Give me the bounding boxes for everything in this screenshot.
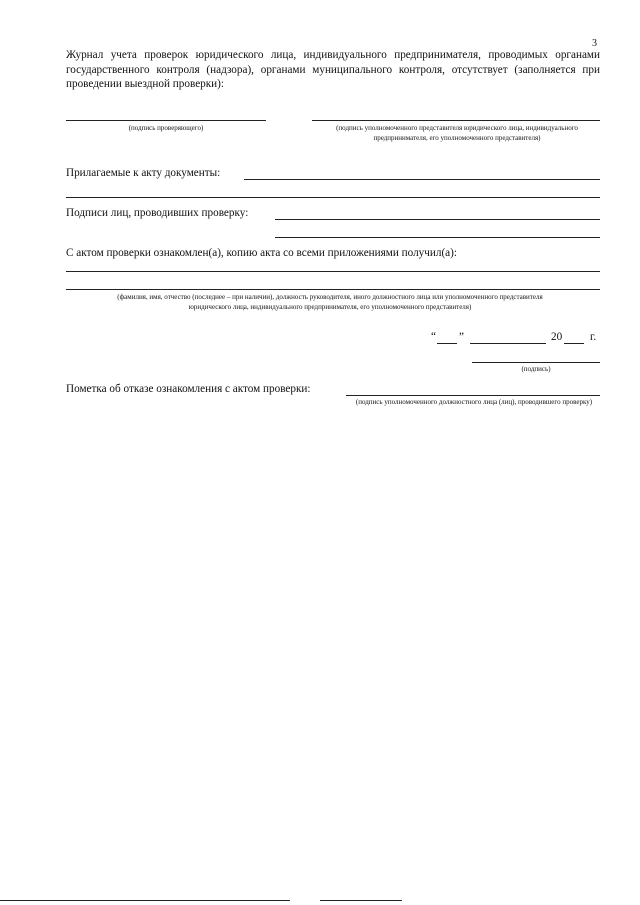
- official-signature-caption: (подпись уполномоченного должностного лица (лиц), проводившего проверку): [355, 398, 593, 406]
- inspectors-signatures-line-2[interactable]: [275, 237, 600, 238]
- acquainted-label: С актом проверки ознакомлен(а), копию акта со всеми приложениями получил(а):: [66, 247, 457, 259]
- representative-signature-caption: (подпись уполномоченного представителя юридического лица, индивидуального предпринимателя, его уполномоченного представителя): [336, 124, 578, 142]
- refusal-note-label: Пометка об отказе ознакомления с актом проверки:: [66, 383, 311, 395]
- date-close-quote: ”: [459, 331, 464, 343]
- attached-documents-line-2[interactable]: [66, 197, 600, 198]
- date-year-line[interactable]: [564, 343, 584, 344]
- bottom-edge-line-left: [0, 900, 290, 901]
- refusal-note-line[interactable]: [346, 395, 600, 396]
- page-number: 3: [592, 38, 597, 49]
- bottom-edge-line-right: [320, 900, 402, 901]
- inspectors-signatures-label: Подписи лиц, проводивших проверку:: [66, 207, 249, 219]
- inspector-signature-caption: (подпись проверяющего): [128, 124, 204, 132]
- signature-caption: (подпись): [521, 365, 551, 373]
- date-day-line[interactable]: [437, 343, 457, 344]
- journal-paragraph: Журнал учета проверок юридического лица, индивидуального предпринимателя, проводимых органами государственного контроля (надзора), органами муниципального контроля, отсутствует (заполняется при проведении выездной проверки):: [66, 49, 600, 90]
- inspector-signature-line[interactable]: [66, 120, 266, 121]
- fio-caption: (фамилия, имя, отчество (последнее – при наличии), должность руководителя, иного должностного лица или уполномоченного представителя юридического лица, индивидуального предпринимателя, его уполномоченного представителя): [117, 293, 543, 311]
- date-open-quote: “: [431, 331, 436, 343]
- acquainted-line-1[interactable]: [66, 271, 600, 272]
- representative-signature-line[interactable]: [312, 120, 600, 121]
- signature-line[interactable]: [472, 362, 600, 363]
- attached-documents-line-1[interactable]: [244, 179, 600, 180]
- attached-documents-label: Прилагаемые к акту документы:: [66, 167, 221, 179]
- date-year-suffix: г.: [590, 331, 597, 343]
- date-month-line[interactable]: [470, 343, 546, 344]
- date-year-prefix: 20: [551, 331, 563, 343]
- inspectors-signatures-line-1[interactable]: [275, 219, 600, 220]
- acquainted-line-2[interactable]: [66, 289, 600, 290]
